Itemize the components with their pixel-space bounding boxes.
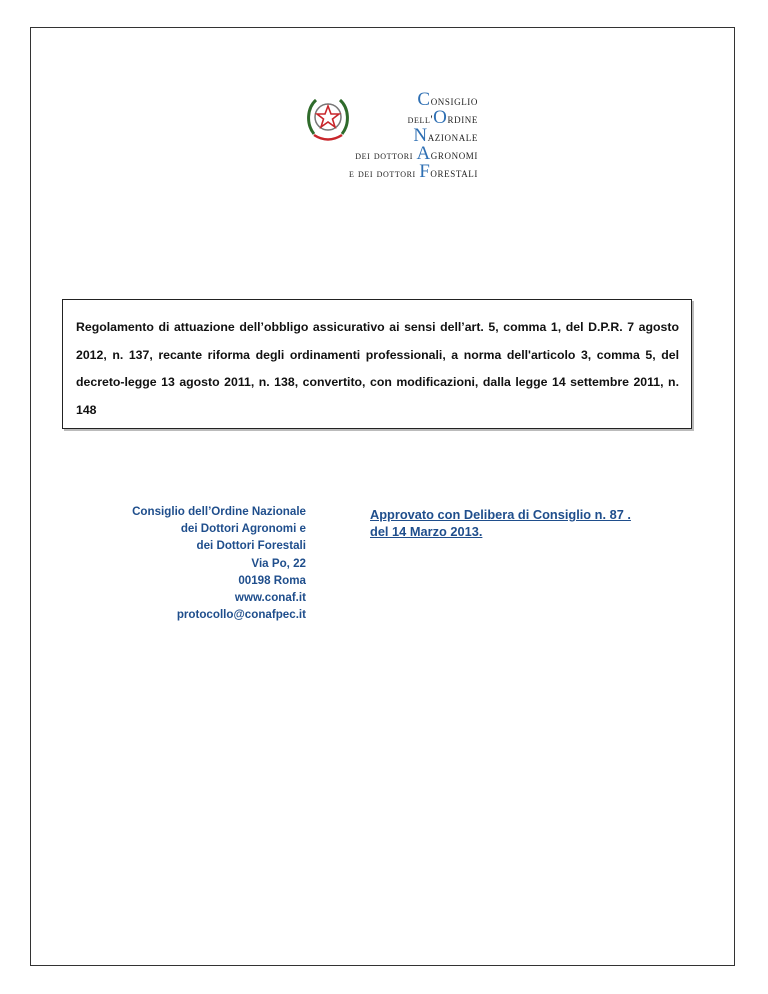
approval-line: Approvato con Delibera di Consiglio n. 87 .	[370, 507, 631, 522]
title-box	[62, 299, 692, 429]
email-link[interactable]: protocollo@conafpec.it	[176, 608, 306, 622]
document-title: Regolamento di attuazione dell’obbligo assicurativo ai sensi dell’art. 5, comma 1, del D.P.R. 7 agosto 2012, n. 137, recante riforma degli ordinamenti professionali, a norma dell'articolo 3, comma 5, del decreto-legge 13 agosto 2011, n. 138, convertito, con modificazioni, dalla legge 14 settembre 2011, n. 148	[76, 320, 679, 417]
italian-republic-emblem-icon	[304, 94, 352, 144]
address-line: dei Dottori Agronomi e	[180, 522, 306, 536]
conaf-logo	[290, 89, 490, 182]
approval-line: del 14 Marzo 2013.	[370, 524, 483, 539]
approval-note	[370, 506, 631, 540]
logo-wordmark: Consiglio dell'Ordine Nazionale dei dottori Agronomi e dei dottori Forestali	[349, 89, 478, 182]
address-street: Via Po, 22	[251, 556, 306, 570]
address-line: dei Dottori Forestali	[196, 539, 306, 553]
address-city: 00198 Roma	[238, 573, 306, 587]
address-block	[132, 503, 306, 623]
website-link[interactable]: www.conaf.it	[234, 591, 306, 605]
address-line: Consiglio dell’Ordine Nazionale	[132, 505, 306, 518]
